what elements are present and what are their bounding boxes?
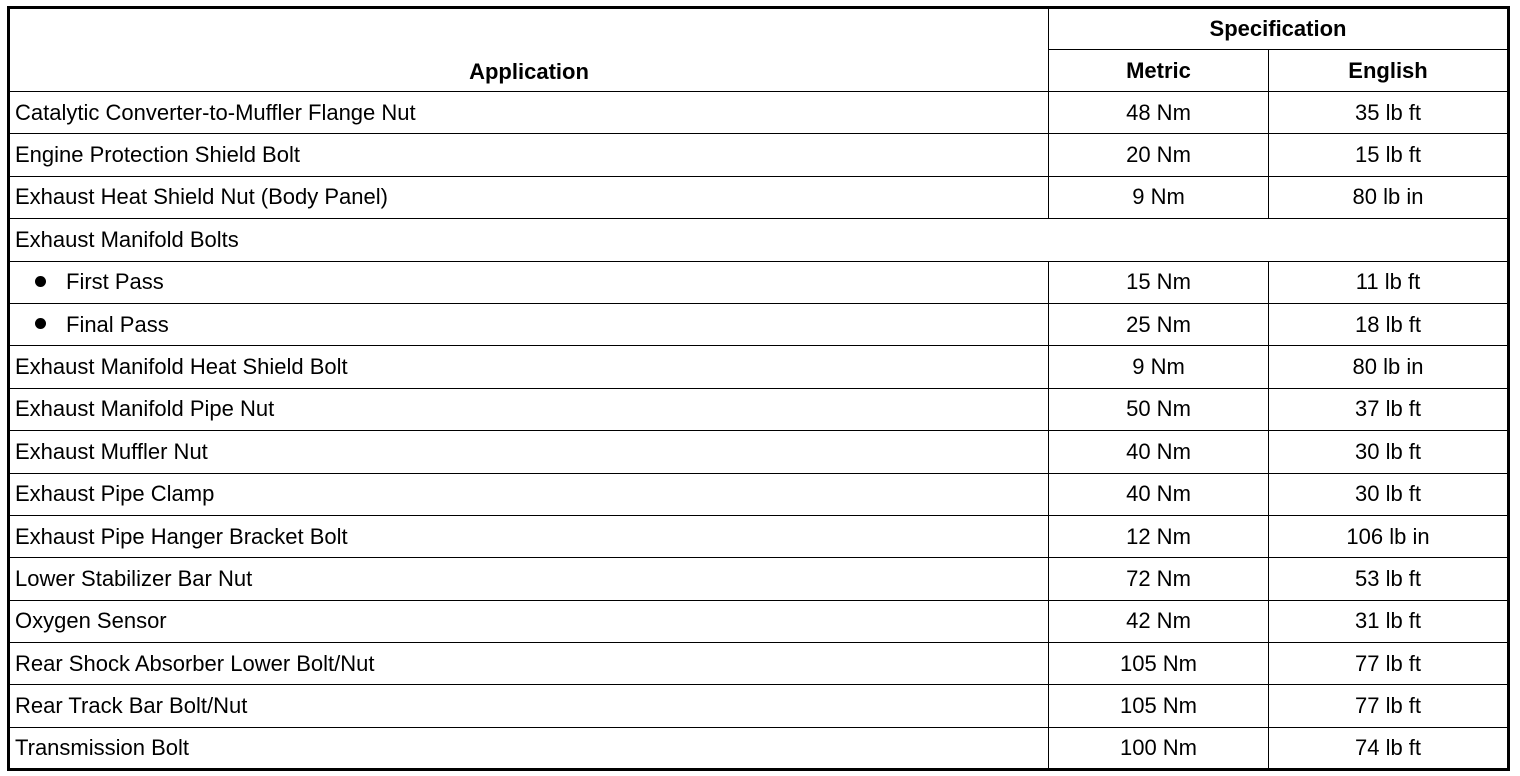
application-label: Transmission Bolt (15, 735, 190, 761)
table-row (9, 643, 1509, 685)
table-row (9, 261, 1509, 303)
application-cell (9, 515, 1049, 557)
table-row (9, 727, 1509, 769)
torque-spec-table (7, 6, 1510, 771)
metric-cell: 100 Nm (1049, 727, 1269, 769)
table-row (9, 134, 1509, 176)
application-label: Final Pass (66, 311, 169, 337)
metric-cell: 15 Nm (1049, 261, 1269, 303)
application-cell (9, 388, 1049, 430)
metric-header: Metric (1049, 50, 1269, 92)
application-label: Exhaust Pipe Clamp (15, 481, 215, 507)
application-cell (9, 431, 1049, 473)
english-cell: 74 lb ft (1269, 727, 1509, 769)
application-cell (9, 727, 1049, 769)
application-cell (9, 600, 1049, 642)
english-cell: 15 lb ft (1269, 134, 1509, 176)
english-header: English (1269, 50, 1509, 92)
bullet-icon (35, 276, 46, 287)
metric-cell: 20 Nm (1049, 134, 1269, 176)
table-row (9, 515, 1509, 557)
application-cell (9, 346, 1049, 388)
table-row (9, 431, 1509, 473)
application-label: Exhaust Manifold Heat Shield Bolt (15, 354, 348, 380)
bullet-icon (35, 318, 46, 329)
table-row (9, 685, 1509, 727)
application-label: Lower Stabilizer Bar Nut (15, 565, 253, 591)
metric-cell: 72 Nm (1049, 558, 1269, 600)
table-row (9, 303, 1509, 345)
table-body (9, 92, 1509, 770)
table-section-row (9, 219, 1509, 261)
application-cell (9, 134, 1049, 176)
application-label: Exhaust Pipe Hanger Bracket Bolt (15, 523, 348, 549)
english-cell: 53 lb ft (1269, 558, 1509, 600)
application-cell (9, 558, 1049, 600)
table-row (9, 600, 1509, 642)
english-cell: 37 lb ft (1269, 388, 1509, 430)
application-cell (9, 303, 1049, 345)
metric-cell: 25 Nm (1049, 303, 1269, 345)
application-label: Rear Track Bar Bolt/Nut (15, 693, 248, 719)
table-row (9, 388, 1509, 430)
metric-cell: 105 Nm (1049, 643, 1269, 685)
english-cell: 18 lb ft (1269, 303, 1509, 345)
english-cell: 30 lb ft (1269, 431, 1509, 473)
application-label: Exhaust Muffler Nut (15, 438, 208, 464)
english-cell: 77 lb ft (1269, 685, 1509, 727)
application-label: Rear Shock Absorber Lower Bolt/Nut (15, 650, 375, 676)
application-label: Exhaust Heat Shield Nut (Body Panel) (15, 184, 388, 210)
english-cell: 106 lb in (1269, 515, 1509, 557)
metric-cell: 105 Nm (1049, 685, 1269, 727)
table-row (9, 92, 1509, 134)
application-cell: Exhaust Manifold Bolts (9, 219, 1509, 261)
table-row (9, 346, 1509, 388)
english-cell: 11 lb ft (1269, 261, 1509, 303)
english-cell: 35 lb ft (1269, 92, 1509, 134)
metric-cell: 40 Nm (1049, 473, 1269, 515)
application-header: Application (9, 8, 1049, 92)
application-label: Oxygen Sensor (15, 608, 167, 634)
application-label: Exhaust Manifold Pipe Nut (15, 396, 275, 422)
application-cell (9, 261, 1049, 303)
table-row (9, 176, 1509, 218)
english-cell: 30 lb ft (1269, 473, 1509, 515)
english-cell: 80 lb in (1269, 176, 1509, 218)
application-cell (9, 176, 1049, 218)
application-label: Catalytic Converter-to-Muffler Flange Nut (15, 99, 416, 125)
application-cell (9, 92, 1049, 134)
english-cell: 77 lb ft (1269, 643, 1509, 685)
table-row (9, 473, 1509, 515)
application-label: Engine Protection Shield Bolt (15, 142, 300, 168)
specification-header: Specification (1049, 8, 1509, 50)
metric-cell: 48 Nm (1049, 92, 1269, 134)
metric-cell: 12 Nm (1049, 515, 1269, 557)
metric-cell: 50 Nm (1049, 388, 1269, 430)
application-cell (9, 643, 1049, 685)
english-cell: 80 lb in (1269, 346, 1509, 388)
english-cell: 31 lb ft (1269, 600, 1509, 642)
metric-cell: 9 Nm (1049, 346, 1269, 388)
metric-cell: 42 Nm (1049, 600, 1269, 642)
table-row (9, 558, 1509, 600)
metric-cell: 9 Nm (1049, 176, 1269, 218)
metric-cell: 40 Nm (1049, 431, 1269, 473)
application-cell (9, 685, 1049, 727)
application-cell (9, 473, 1049, 515)
header-row-1 (9, 8, 1509, 50)
application-label: First Pass (66, 269, 164, 295)
